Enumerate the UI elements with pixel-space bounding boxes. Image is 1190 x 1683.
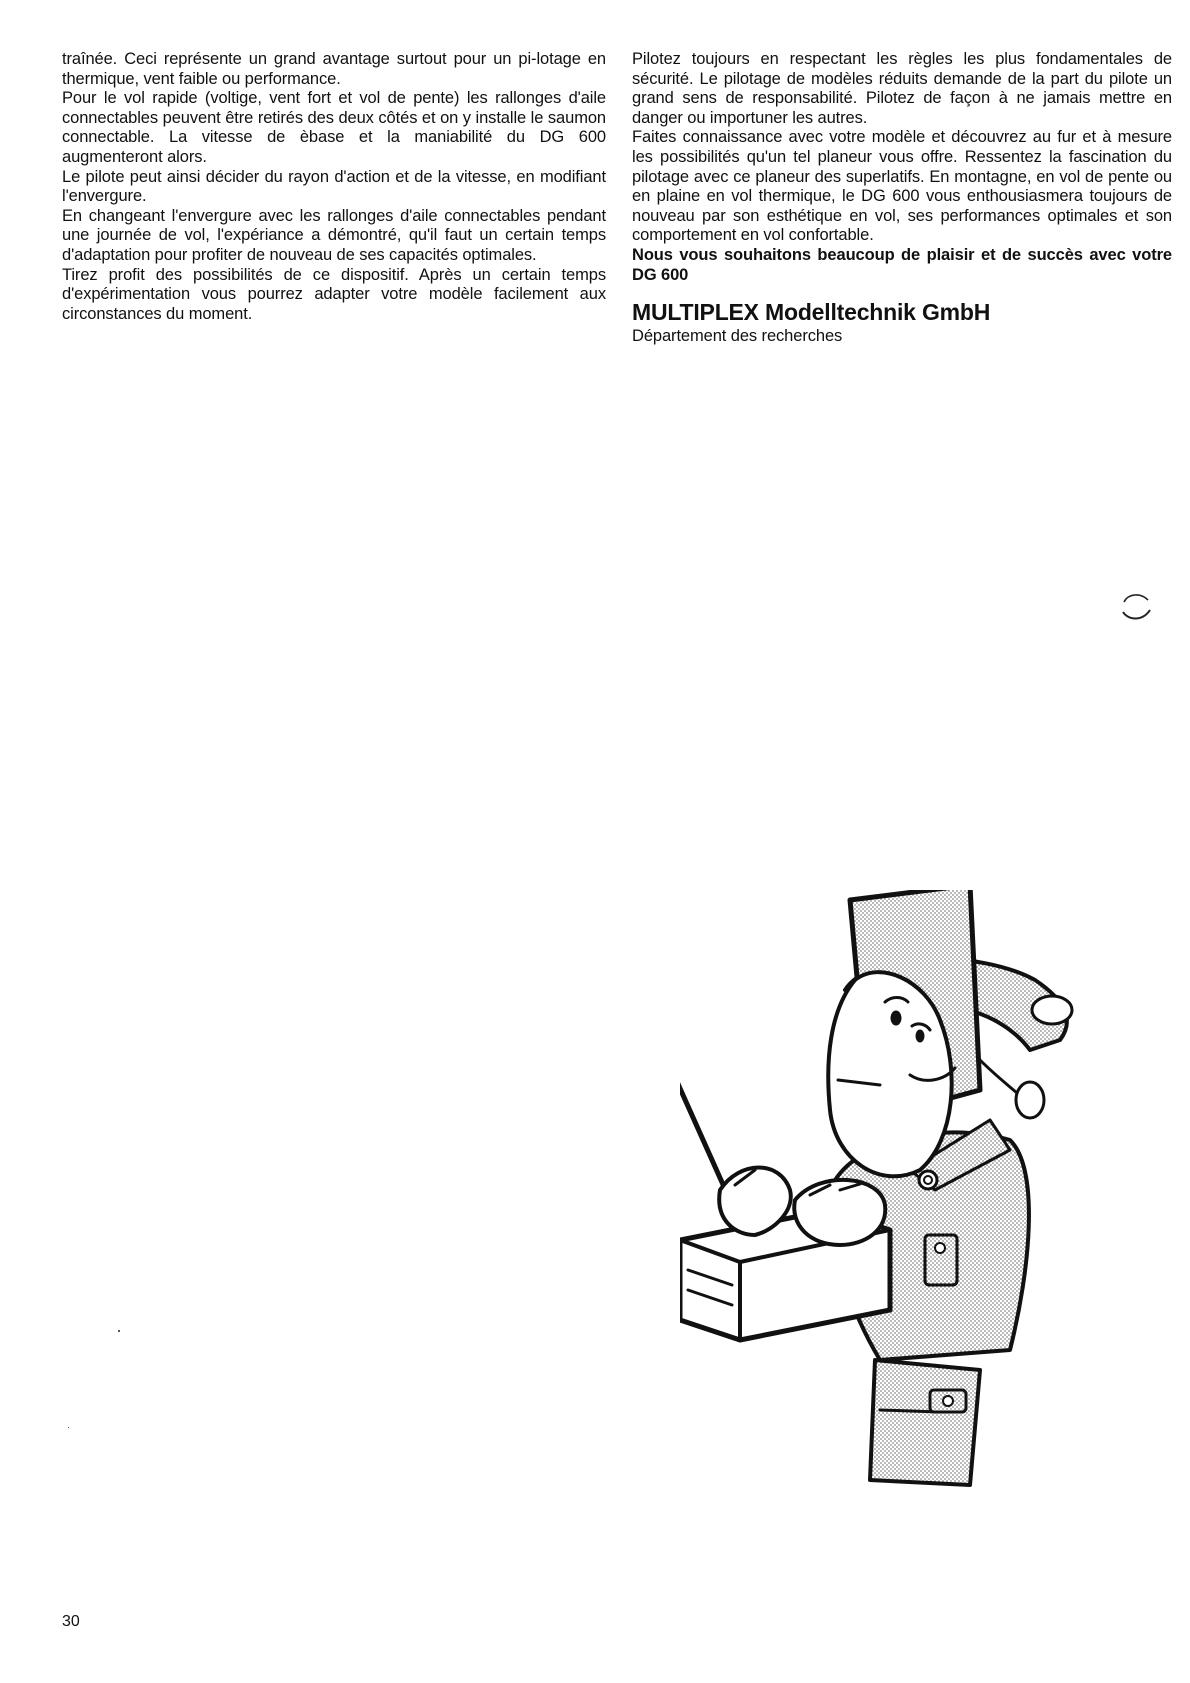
department-name: Département des recherches xyxy=(632,327,843,346)
right-paragraph-1: Pilotez toujours en respectant les règles les plus fondamentales de sécurité. Le pilotage de modèles réduits demande de la part du pilote un grand sens de responsabilité. Pilotez de façon à ne jamais mettre en danger ou importuner les autres. xyxy=(632,50,1172,127)
left-paragraph-2: Pour le vol rapide (voltige, vent fort et vol de pente) les rallonges d'aile connectables peuvent être retirés des deux côtés et on y installe le saumon connectable. La vitesse de èbase et la maniabilité du DG 600 augmenteront alors. xyxy=(62,89,606,166)
right-paragraph-2: Faites connaissance avec votre modèle et découvrez au fur et à mesure les possibilités qu'un tel planeur vous offre. Ressentez la fascination du pilotage avec ce planeur des superlatifs. En montagne, en vol de pente ou en plaine en vol thermique, le DG 600 vous enthousiasmera toujours de nouveau par son esthétique en vol, ses performances optimales et son comportement en vol confortable. xyxy=(632,128,1172,245)
left-paragraph-5: Tirez profit des possibilités de ce dispositif. Après un certain temps d'expérimentation vous pourrez adapter votre modèle facilement aux circonstances du moment. xyxy=(62,265,606,323)
left-paragraph-1: traînée. Ceci représente un grand avantage surtout pour un pi-lotage en thermique, vent faible ou performance. xyxy=(62,50,606,88)
scan-speck xyxy=(68,1427,69,1428)
left-paragraph-3: Le pilote peut ainsi décider du rayon d'action et de la vitesse, en modifiant l'envergure. xyxy=(62,167,606,206)
right-column xyxy=(632,50,1172,346)
scan-speck xyxy=(118,1330,120,1332)
left-paragraph-4: En changeant l'envergure avec les rallonges d'aile connectables pendant une journée de vol, l'expériance a démontré, qu'il faut un certain temps d'adaptation pour profiter de nouveau de ses capacités optimales. xyxy=(62,206,606,264)
cartoon-pilot-with-transmitter-icon xyxy=(680,890,1072,1485)
pilot-illustration xyxy=(680,890,1180,1490)
closing-wish: Nous vous souhaitons beaucoup de plaisir et de succès avec votre DG 600 xyxy=(632,245,1172,284)
company-name: MULTIPLEX Modelltechnik GmbH xyxy=(632,299,991,326)
left-column xyxy=(62,50,606,324)
page-number: 30 xyxy=(62,1613,80,1630)
scan-mark-icon xyxy=(1118,590,1154,626)
